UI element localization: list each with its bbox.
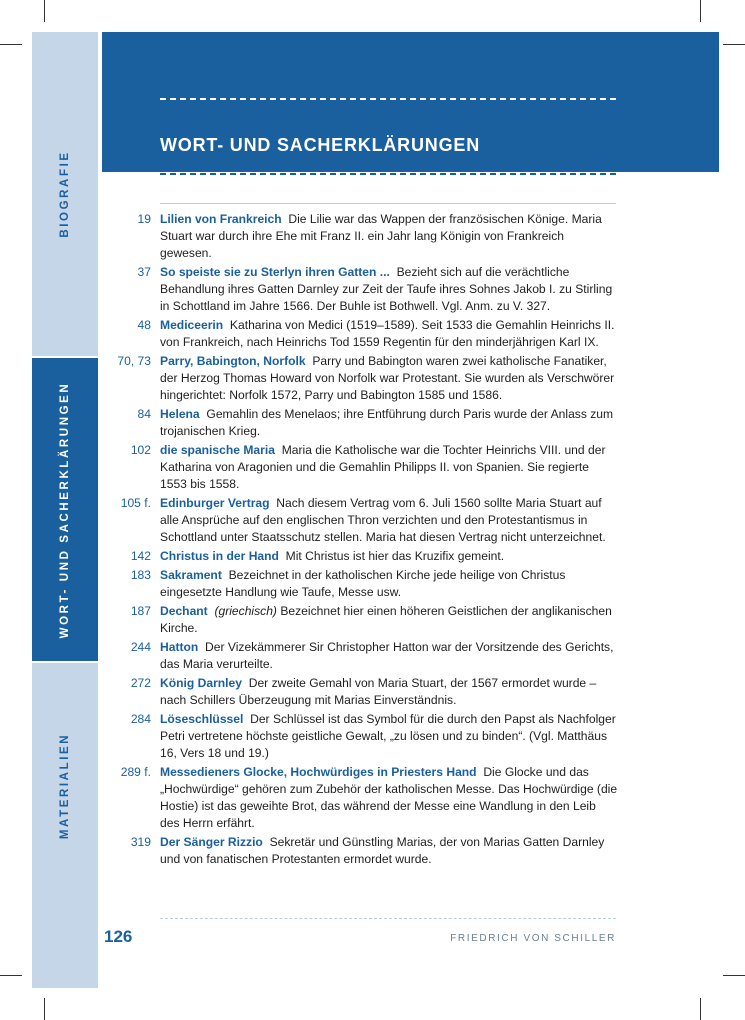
glossary-entry	[106, 639, 618, 673]
glossary-definition: Mit Christus ist hier das Kruzifix gemeint.	[285, 549, 505, 563]
glossary-definition: Katharina von Medici (1519–1589). Seit 1533 die Gemahlin Heinrichs II. von Frankreich, nach Heinrichs Tod 1559 Regentin für den minderjährigen Karl IX.	[160, 318, 615, 349]
glossary-definition: Die Lilie war das Wappen der französischen Könige. Maria Stuart war durch ihre Ehe mit Franz II. ein Jahr lang Königin von Frankreich gewesen.	[160, 212, 602, 260]
sidebar-tab-materialien[interactable]	[32, 663, 98, 908]
chapter-header	[102, 32, 719, 172]
glossary-definition: Bezeichnet in der katholischen Kirche jede heilige von Christus eingesetzte Handlung wie Taufe, Messe usw.	[160, 568, 566, 599]
glossary-term: Christus in der Hand	[160, 549, 279, 563]
page-title: WORT- UND SACHERKLÄRUNGEN	[160, 135, 480, 155]
sidebar-tab-label: MATERIALIEN	[59, 732, 71, 839]
header-dash-line	[160, 98, 616, 100]
glossary-list	[106, 211, 618, 870]
line-number: 19	[137, 212, 151, 226]
glossary-definition: Bezeichnet hier einen höheren Geistlichen der anglikanischen Kirche.	[160, 604, 612, 635]
line-number: 84	[137, 407, 151, 421]
glossary-term: König Darnley	[160, 676, 242, 690]
glossary-definition: Bezieht sich auf die verächtliche Behandlung ihres Gatten Darnley zur Zeit der Taufe ihres Sohnes Jakob I. zu Stirling in Schottland im Jahre 1566. Der Buhle ist Bothwell. Vgl. Anm. zu V. 327.	[160, 265, 613, 313]
line-number: 289 f.	[120, 765, 151, 779]
glossary-entry	[106, 603, 618, 637]
glossary-term: Helena	[160, 407, 200, 421]
crop-mark	[0, 975, 22, 976]
glossary-definition: Maria die Katholische war die Tochter Heinrichs VIII. und der Katharina von Aragonien und die Gemahlin Philipps II. von Spanien. Sie regierte 1553 bis 1558.	[160, 443, 606, 491]
line-number: 102	[130, 443, 151, 457]
glossary-definition: Der Vizekämmerer Sir Christopher Hatton war der Vorsitzende des Gerichts, das Maria verurteilte.	[160, 640, 614, 671]
glossary-term: Dechant	[160, 604, 208, 618]
glossary-term: Messedieners Glocke, Hochwürdiges in Priesters Hand	[160, 765, 477, 779]
glossary-entry	[106, 264, 618, 315]
sidebar-tab-biografie[interactable]	[32, 32, 98, 356]
line-number: 244	[130, 640, 151, 654]
crop-mark	[44, 998, 45, 1020]
glossary-entry	[106, 495, 618, 546]
line-number: 142	[130, 549, 151, 563]
glossary-entry	[106, 764, 618, 832]
glossary-definition: Der Schlüssel ist das Symbol für die durch den Papst als Nachfolger Petri vertretene höchste geistliche Gewalt, „zu lösen und zu binden“. (Vgl. Matthäus 16, Vers 18 und 19.)	[160, 712, 616, 760]
sidebar-tab-label: BIOGRAFIE	[59, 150, 71, 238]
glossary-entry	[106, 675, 618, 709]
line-number: 48	[137, 318, 151, 332]
crop-mark	[723, 975, 745, 976]
glossary-term: Mediceerin	[160, 318, 224, 332]
glossary-definition: Nach diesem Vertrag vom 6. Juli 1560 sollte Maria Stuart auf alle Ansprüche auf den englischen Thron verzichten und den Protestantismus in Schottland unter Staatsschutz stellen. Maria hat diesen Vertrag nicht unterzeichnet.	[160, 496, 606, 544]
crop-mark	[700, 0, 701, 22]
glossary-entry	[106, 442, 618, 493]
glossary-term: Edinburger Vertrag	[160, 496, 270, 510]
glossary-definition: Sekretär und Günstling Marias, der von Marias Gatten Darnley und von fanatischen Protestanten ermordet wurde.	[160, 835, 605, 866]
crop-mark	[700, 998, 701, 1020]
content-divider	[160, 203, 616, 204]
page-number: 126	[104, 927, 133, 946]
crop-mark	[44, 0, 45, 22]
footer-divider	[160, 918, 616, 919]
crop-mark	[723, 44, 745, 45]
glossary-term-origin: (griechisch)	[214, 604, 277, 618]
sidebar-tab-label: WORT- UND SACHERKLÄRUNGEN	[59, 381, 71, 638]
line-number: 105 f.	[120, 496, 151, 510]
line-number: 272	[130, 676, 151, 690]
line-number: 37	[137, 265, 151, 279]
glossary-term: Lilien von Frankreich	[160, 212, 282, 226]
glossary-entry	[106, 211, 618, 262]
glossary-definition: Die Glocke und das „Hochwürdige“ gehören zum Zubehör der katholischen Messe. Das Hochwürdige (die Hostie) ist das geweihte Brot, das während der Messe eine Wandlung in den Leib des Herrn erfährt.	[160, 765, 618, 830]
line-number: 187	[130, 604, 151, 618]
glossary-entry	[106, 711, 618, 762]
running-footer-author: FRIEDRICH VON SCHILLER	[450, 933, 616, 944]
glossary-entry	[106, 548, 618, 565]
crop-mark	[0, 44, 22, 45]
glossary-term: Hatton	[160, 640, 199, 654]
line-number: 183	[130, 568, 151, 582]
glossary-term: Löseschlüssel	[160, 712, 244, 726]
glossary-entry	[106, 353, 618, 404]
glossary-term: Parry, Babington, Norfolk	[160, 354, 306, 368]
glossary-definition: Gemahlin des Menelaos; ihre Entführung durch Paris wurde der Anlass zum trojanischen Krieg.	[160, 407, 614, 438]
glossary-term: die spanische Maria	[160, 443, 275, 457]
glossary-term: So speiste sie zu Sterlyn ihren Gatten ...	[160, 265, 390, 279]
line-number: 319	[130, 835, 151, 849]
glossary-definition: Parry und Babington waren zwei katholische Fanatiker, der Herzog Thomas Howard von Norfolk war Protestant. Sie wurden als Verschwörer hingerichtet: Norfolk 1572, Parry und Babington 1585 und 1586.	[160, 354, 615, 402]
line-number: 70, 73	[117, 354, 151, 368]
sidebar-tab-wort-und-sacherklaerungen[interactable]	[32, 358, 98, 661]
chapter-sidebar	[32, 32, 98, 988]
glossary-entry	[106, 834, 618, 868]
glossary-definition: Der zweite Gemahl von Maria Stuart, der 1567 ermordet wurde – nach Schillers Überzeugung mit Marias Einverständnis.	[160, 676, 597, 707]
glossary-entry	[106, 317, 618, 351]
glossary-term: Der Sänger Rizzio	[160, 835, 263, 849]
line-number: 284	[130, 712, 151, 726]
glossary-term: Sakrament	[160, 568, 222, 582]
glossary-entry	[106, 567, 618, 601]
glossary-entry	[106, 406, 618, 440]
header-dash-line	[160, 173, 616, 175]
